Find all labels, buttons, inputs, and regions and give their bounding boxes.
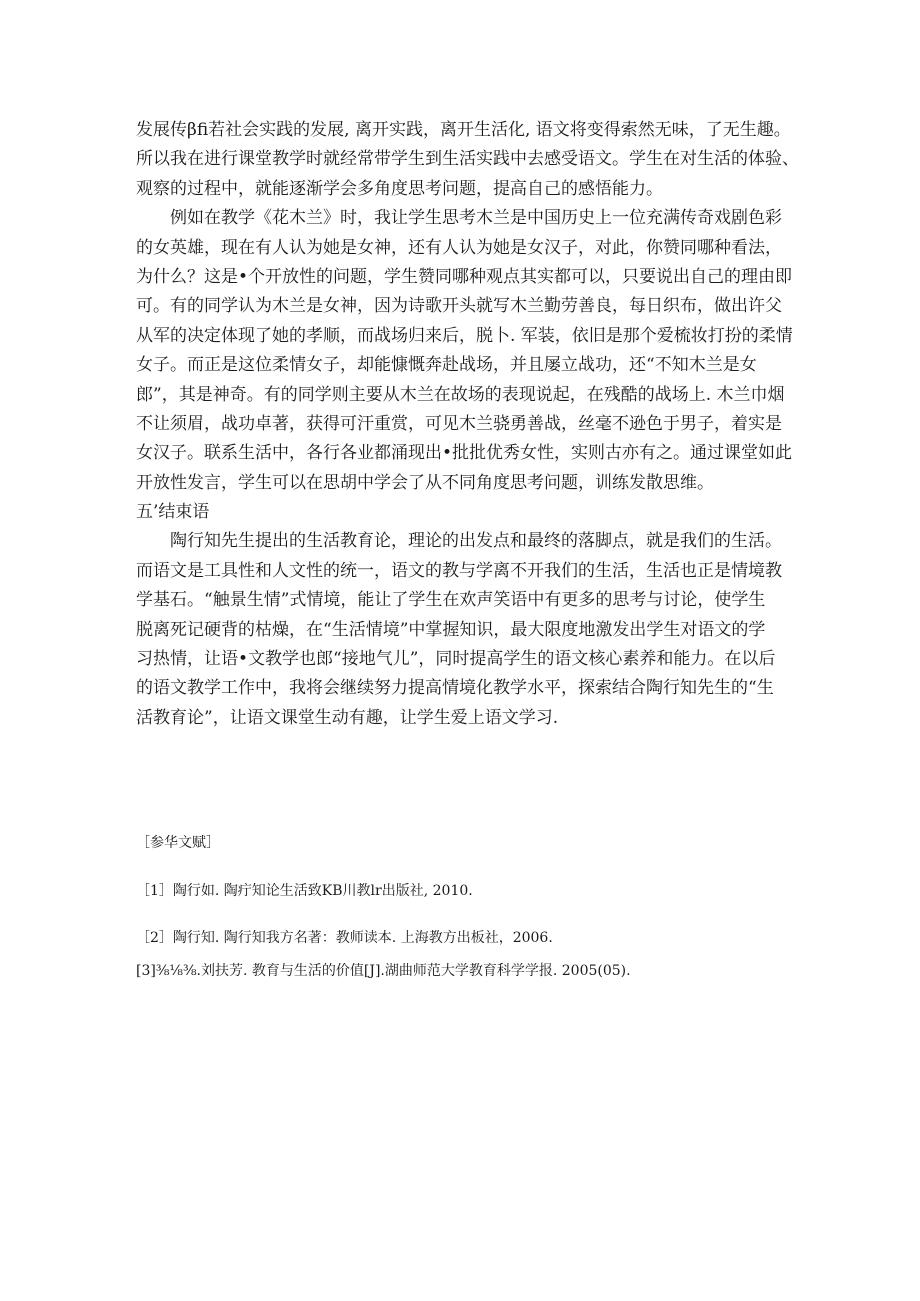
reference-item-2: ［2］陶行知. 陶行知我方名著：教师读本. 上海教方出板社，2006. <box>136 930 553 946</box>
paragraph-line: 从军的决定体现了她的孝顺，而战场归来后，脱卜. 军装，依旧是那个爱梳妆打扮的柔情 <box>136 325 793 346</box>
paragraph-line: 可。有的同学认为木兰是女神，因为诗歌开头就写木兰勤劳善良，每日织布，做出许父 <box>136 296 782 317</box>
paragraph-line: 不让须眉，战功卓著，获得可汗重赏，可见木兰骁勇善战，丝毫不逊色于男子，着实是 <box>136 413 782 434</box>
paragraph-line: 学基石。“触景生情”式情境，能让了学生在欢声笑语中有更多的思考与讨论，使学生 <box>136 590 766 611</box>
references-title: ［参华文赋］ <box>136 835 220 851</box>
paragraph-line: 例如在教学《花木兰》时，我让学生思考木兰是中国历史上一位充满传奇戏剧色彩 <box>170 208 782 229</box>
paragraph-line: 女子。而正是这位柔情女子，却能慷慨奔赴战场，并且屡立战功，还“不知木兰是女 <box>136 355 757 376</box>
reference-item-3: [3]⅜⅛⅜.刘扶芳. 教育与生活的价值[J].湖曲师范大学教育科学学报. 2005(05). <box>136 963 631 979</box>
paragraph-3 <box>136 527 786 733</box>
paragraph-line: 为什么？这是•个开放性的问题，学生赞同哪种观点其实都可以，只要说出自己的理由即 <box>136 266 793 287</box>
paragraph-line: 开放性发言，学生可以在思胡中学会了从不同角度思考问题，训练发散思维。 <box>136 472 714 493</box>
paragraph-line: 陶行知先生提出的生活教育论，理论的出发点和最终的落脚点，就是我们的生活。 <box>170 531 782 552</box>
paragraph-line: 活教育论”，让语文课堂生动有趣，让学生爱上语文学习. <box>136 707 559 728</box>
paragraph-line: 郎”，其是神奇。有的同学则主要从木兰在故场的表现说起，在残酷的战场上. 木兰巾烟 <box>136 384 785 405</box>
paragraph-1 <box>136 116 799 204</box>
section-heading: 五’结束语 <box>136 502 210 523</box>
paragraph-line: 观察的过程中，就能逐渐学会多角度思考问题，提高自己的感悟能力。 <box>136 178 663 199</box>
paragraph-line: 习热情，让语•文教学也郎“接地气儿”，同时提高学生的语文核心素养和能力。在以后 <box>136 649 776 670</box>
paragraph-line: 所以我在进行课堂教学时就经常带学生到生活实践中去感受语文。学生在对生活的体验、 <box>136 149 799 170</box>
paragraph-line: 女汉子。联系生活中，各行各业都涌现出•批批优秀女性，实则古亦有之。通过课堂如此 <box>136 443 793 464</box>
paragraph-2 <box>136 204 793 498</box>
paragraph-line: 的女英雄，现在有人认为她是女神，还有人认为她是女汉子，对此，你赞同哪种看法， <box>136 237 782 258</box>
paragraph-line: 脱离死记硬背的枯燥，在“生活情境”中掌握知识，最大限度地激发出学生对语文的学 <box>136 619 766 640</box>
paragraph-line: 而语文是工具性和人文性的统一，语文的教与学离不开我们的生活，生活也正是情境教 <box>136 560 782 581</box>
paragraph-line: 发展传βfi若社会实践的发展, 离开实践，离开生活化, 语文将变得索然无味，了无生趣。 <box>136 120 791 140</box>
paragraph-line: 的语文教学工作中，我将会继续努力提高情境化教学水平，探索结合陶行知先生的“生 <box>136 678 774 699</box>
body-text <box>136 116 799 733</box>
reference-item-1: ［1］陶行如. 陶疔知论生活致KB川教lr出版社, 2010. <box>136 883 473 899</box>
